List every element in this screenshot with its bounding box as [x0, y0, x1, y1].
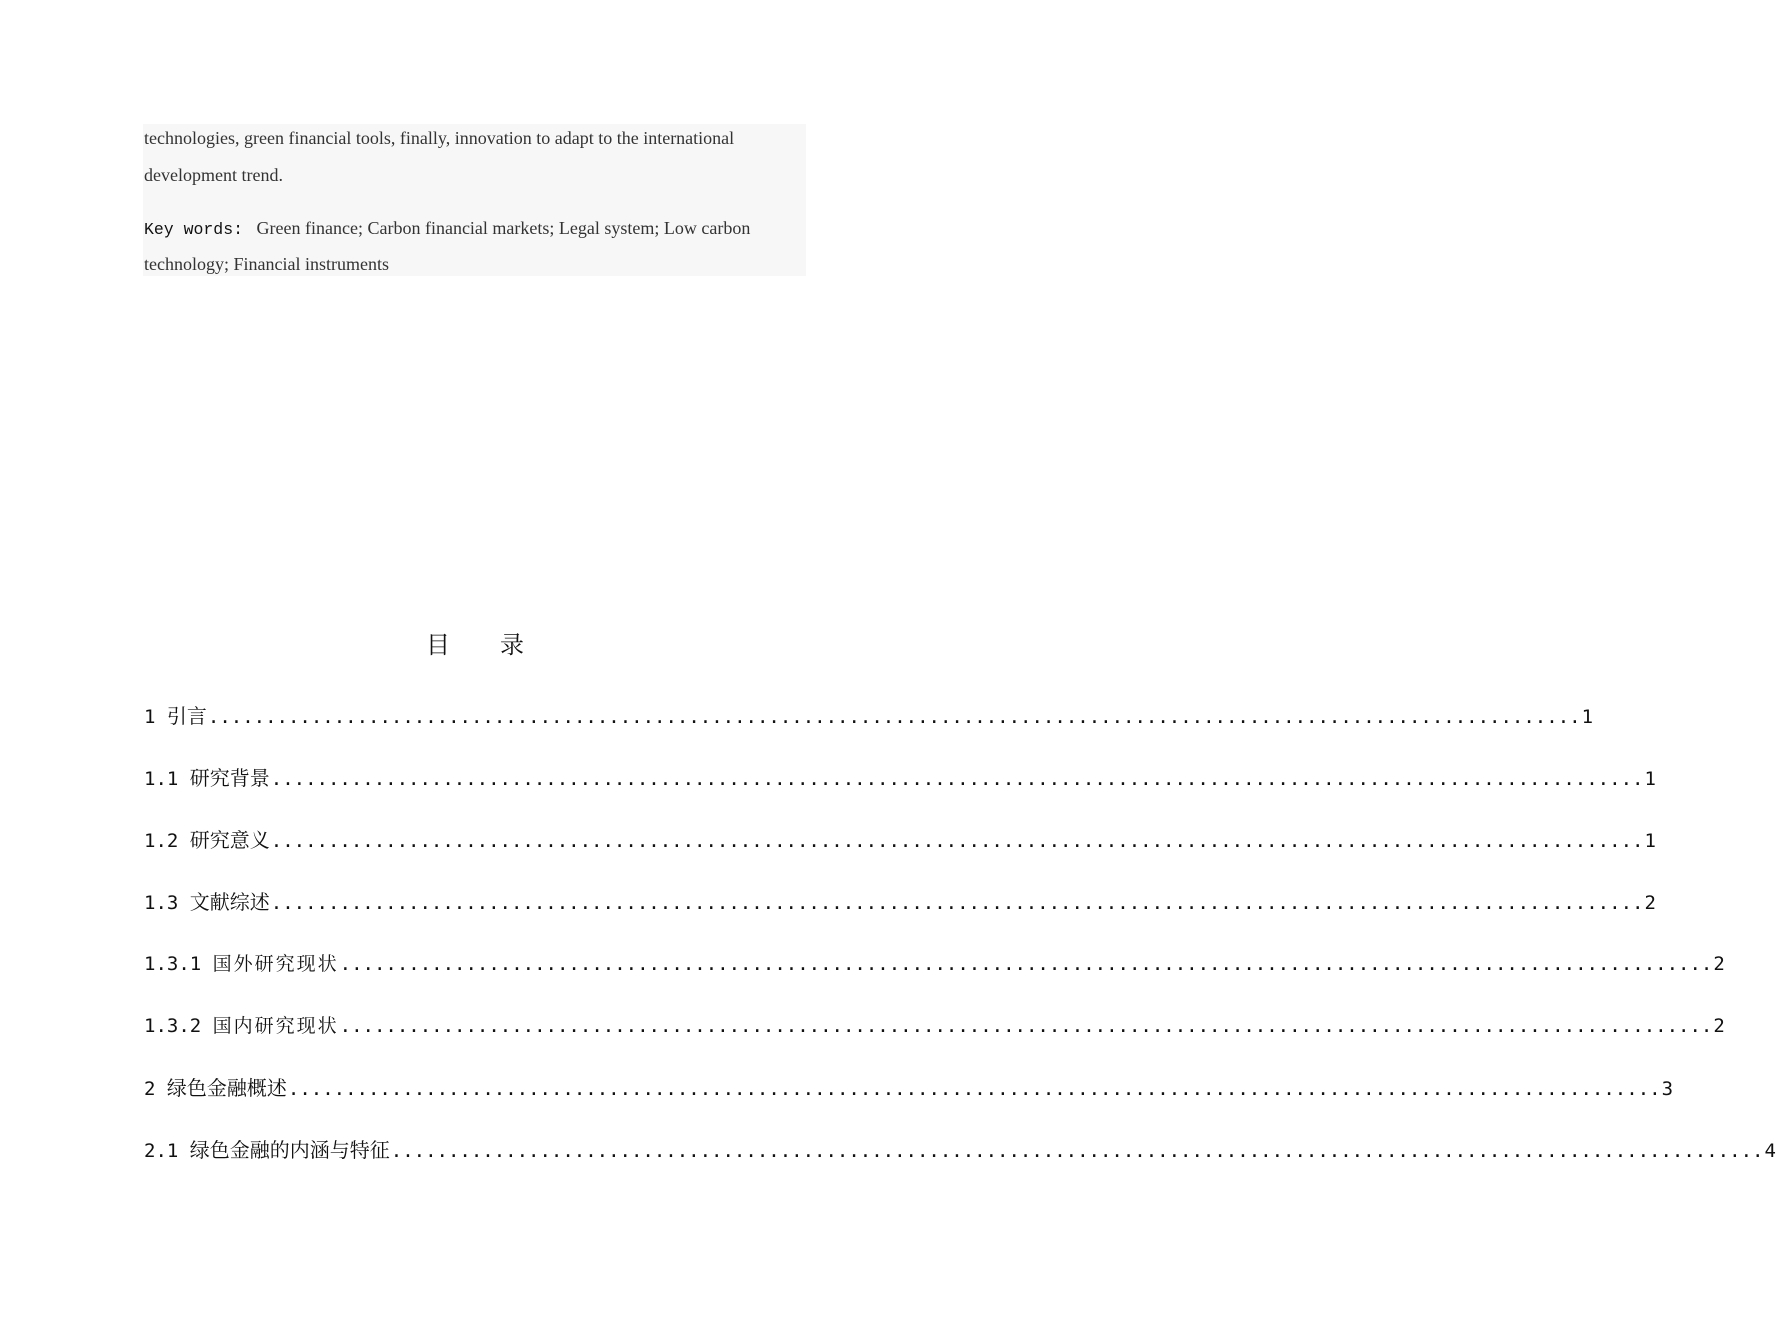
toc-entry-number: 1.2 — [144, 830, 190, 852]
toc-entry-number: 1.3.1 — [144, 953, 213, 975]
toc-entry-number: 1.3.2 — [144, 1015, 213, 1037]
toc-entry-title: 研究意义 — [189, 828, 270, 852]
toc-entry-title: 文献综述 — [189, 890, 270, 914]
toc-dot-leader: ........................................................................................................................ — [207, 706, 1581, 728]
toc-page-number: 3 — [1661, 1078, 1674, 1100]
toc-entry-2[interactable] — [144, 1073, 1674, 1103]
toc-entry-number: 1 — [144, 706, 167, 728]
toc-page-number: 4 — [1764, 1140, 1776, 1162]
keywords-label: Key words: — [144, 220, 244, 239]
toc-entry-title: 研究背景 — [189, 766, 270, 790]
toc-dot-leader: ........................................................................................................................ — [270, 768, 1644, 790]
toc-entry-1[interactable] — [144, 701, 1594, 731]
toc-entry-title: 国外研究现状 — [212, 953, 339, 975]
toc-entry-1-2[interactable] — [144, 825, 1656, 855]
toc-title: 目录 — [426, 631, 574, 659]
toc-dot-leader: ........................................................................................................................ — [339, 1015, 1713, 1037]
abstract-line: technologies, green financial tools, finally, innovation to adapt to the international — [144, 128, 735, 148]
toc-entry-title: 绿色金融概述 — [166, 1076, 287, 1100]
toc-dot-leader: ........................................................................................................................ — [390, 1140, 1764, 1162]
toc-entry-number: 2.1 — [144, 1140, 190, 1162]
keywords-continuation: technology; Financial instruments — [144, 254, 389, 274]
toc-page-number: 2 — [1713, 953, 1725, 975]
toc-page-number: 1 — [1644, 830, 1656, 852]
toc-entry-1-3-1[interactable] — [144, 949, 1725, 979]
keywords-line — [144, 216, 750, 242]
toc-entry-1-3[interactable] — [144, 887, 1656, 917]
toc-dot-leader: ........................................................................................................................ — [339, 953, 1713, 975]
toc-entry-title: 绿色金融的内涵与特征 — [189, 1138, 390, 1162]
toc-entry-number: 1.1 — [144, 768, 190, 790]
toc-entry-number: 1.3 — [144, 892, 190, 914]
toc-page-number: 1 — [1581, 706, 1594, 728]
toc-entry-1-3-2[interactable] — [144, 1011, 1725, 1041]
toc-entry-title: 引言 — [166, 704, 207, 728]
toc-page-number: 2 — [1713, 1015, 1725, 1037]
abstract-tail — [143, 124, 806, 276]
toc-entry-title: 国内研究现状 — [212, 1015, 339, 1037]
toc-page-number: 1 — [1644, 768, 1656, 790]
toc-dot-leader: ........................................................................................................................ — [287, 1078, 1661, 1100]
toc-entry-1-1[interactable] — [144, 763, 1656, 793]
toc-entry-number: 2 — [144, 1078, 167, 1100]
abstract-line: development trend. — [144, 165, 283, 185]
toc-dot-leader: ........................................................................................................................ — [270, 892, 1644, 914]
toc-entry-2-1[interactable] — [144, 1135, 1776, 1165]
keywords-text: Green finance; Carbon financial markets; Legal system; Low carbon — [256, 218, 751, 238]
toc-dot-leader: ........................................................................................................................ — [270, 830, 1644, 852]
toc-page-number: 2 — [1644, 892, 1656, 914]
